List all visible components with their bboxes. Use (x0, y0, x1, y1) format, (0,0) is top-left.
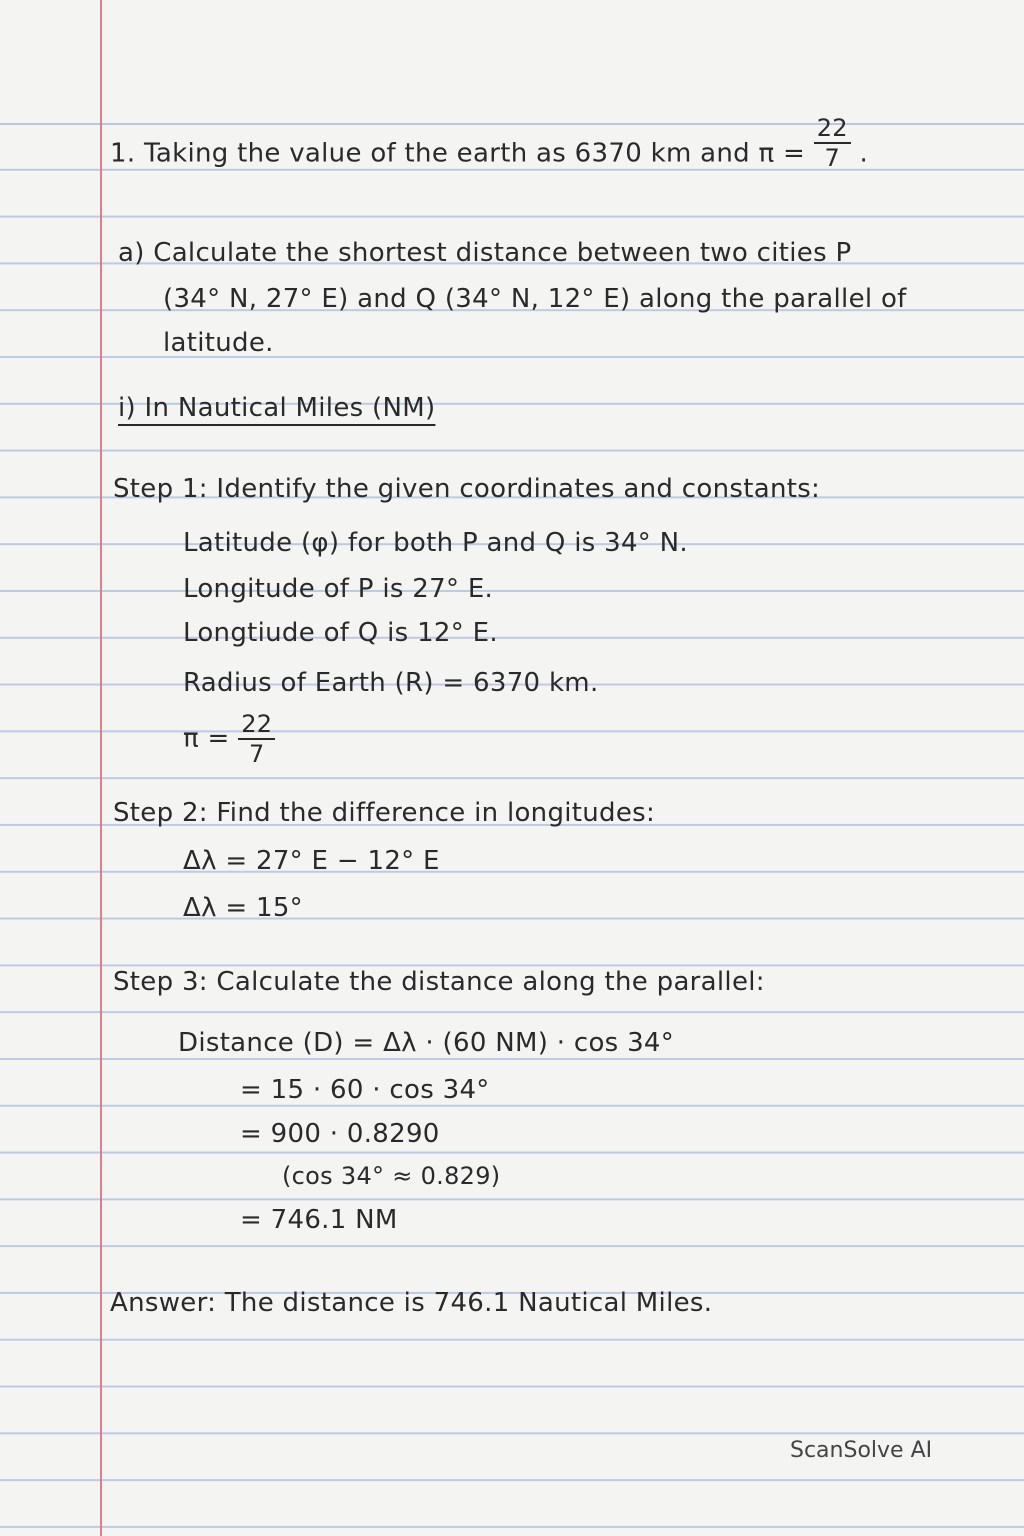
answer: Answer: The distance is 746.1 Nautical Miles. (110, 1288, 713, 1318)
step3-result: = 746.1 NM (240, 1205, 398, 1235)
intro-end: . (859, 138, 869, 169)
step3-note: (cos 34° ≈ 0.829) (282, 1162, 501, 1190)
question-intro (110, 114, 869, 172)
step1-line: Longitude of P is 27° E. (183, 574, 494, 604)
step2-line: Δλ = 15° (183, 893, 303, 923)
step3-title: Step 3: Calculate the distance along the parallel: (113, 967, 765, 997)
intro-text: 1. Taking the value of the earth as 6370 km and π = (110, 138, 806, 169)
step1-pi (183, 712, 275, 766)
pi-numerator: 22 (238, 712, 275, 740)
part-a-line-1: a) Calculate the shortest distance between two cities P (118, 238, 852, 268)
step1-line: Radius of Earth (R) = 6370 km. (183, 668, 599, 698)
pi-fraction (238, 712, 275, 766)
pi-numerator: 22 (814, 116, 851, 144)
margin-line (100, 0, 102, 1536)
paper-top (0, 0, 1024, 123)
part-a-line-2: (34° N, 27° E) and Q (34° N, 12° E) along the parallel of (163, 284, 907, 314)
pi-denominator: 7 (248, 740, 265, 768)
part-a-line-3: latitude. (163, 328, 274, 358)
step1-line: Latitude (φ) for both P and Q is 34° N. (183, 528, 688, 558)
sub-question-i: i) In Nautical Miles (NM) (118, 393, 436, 423)
step3-line: Distance (D) = Δλ · (60 NM) · cos 34° (178, 1028, 675, 1058)
pi-label: π = (183, 723, 230, 754)
step1-title: Step 1: Identify the given coordinates and constants: (113, 474, 821, 504)
pi-denominator: 7 (824, 144, 841, 172)
watermark: ScanSolve AI (790, 1438, 933, 1463)
step2-line: Δλ = 27° E − 12° E (183, 846, 440, 876)
step3-line: = 900 · 0.8290 (240, 1119, 440, 1149)
pi-fraction (814, 116, 851, 170)
step2-title: Step 2: Find the difference in longitudes: (113, 798, 656, 828)
step1-line: Longtiude of Q is 12° E. (183, 618, 498, 648)
step3-line: = 15 · 60 · cos 34° (240, 1075, 490, 1105)
